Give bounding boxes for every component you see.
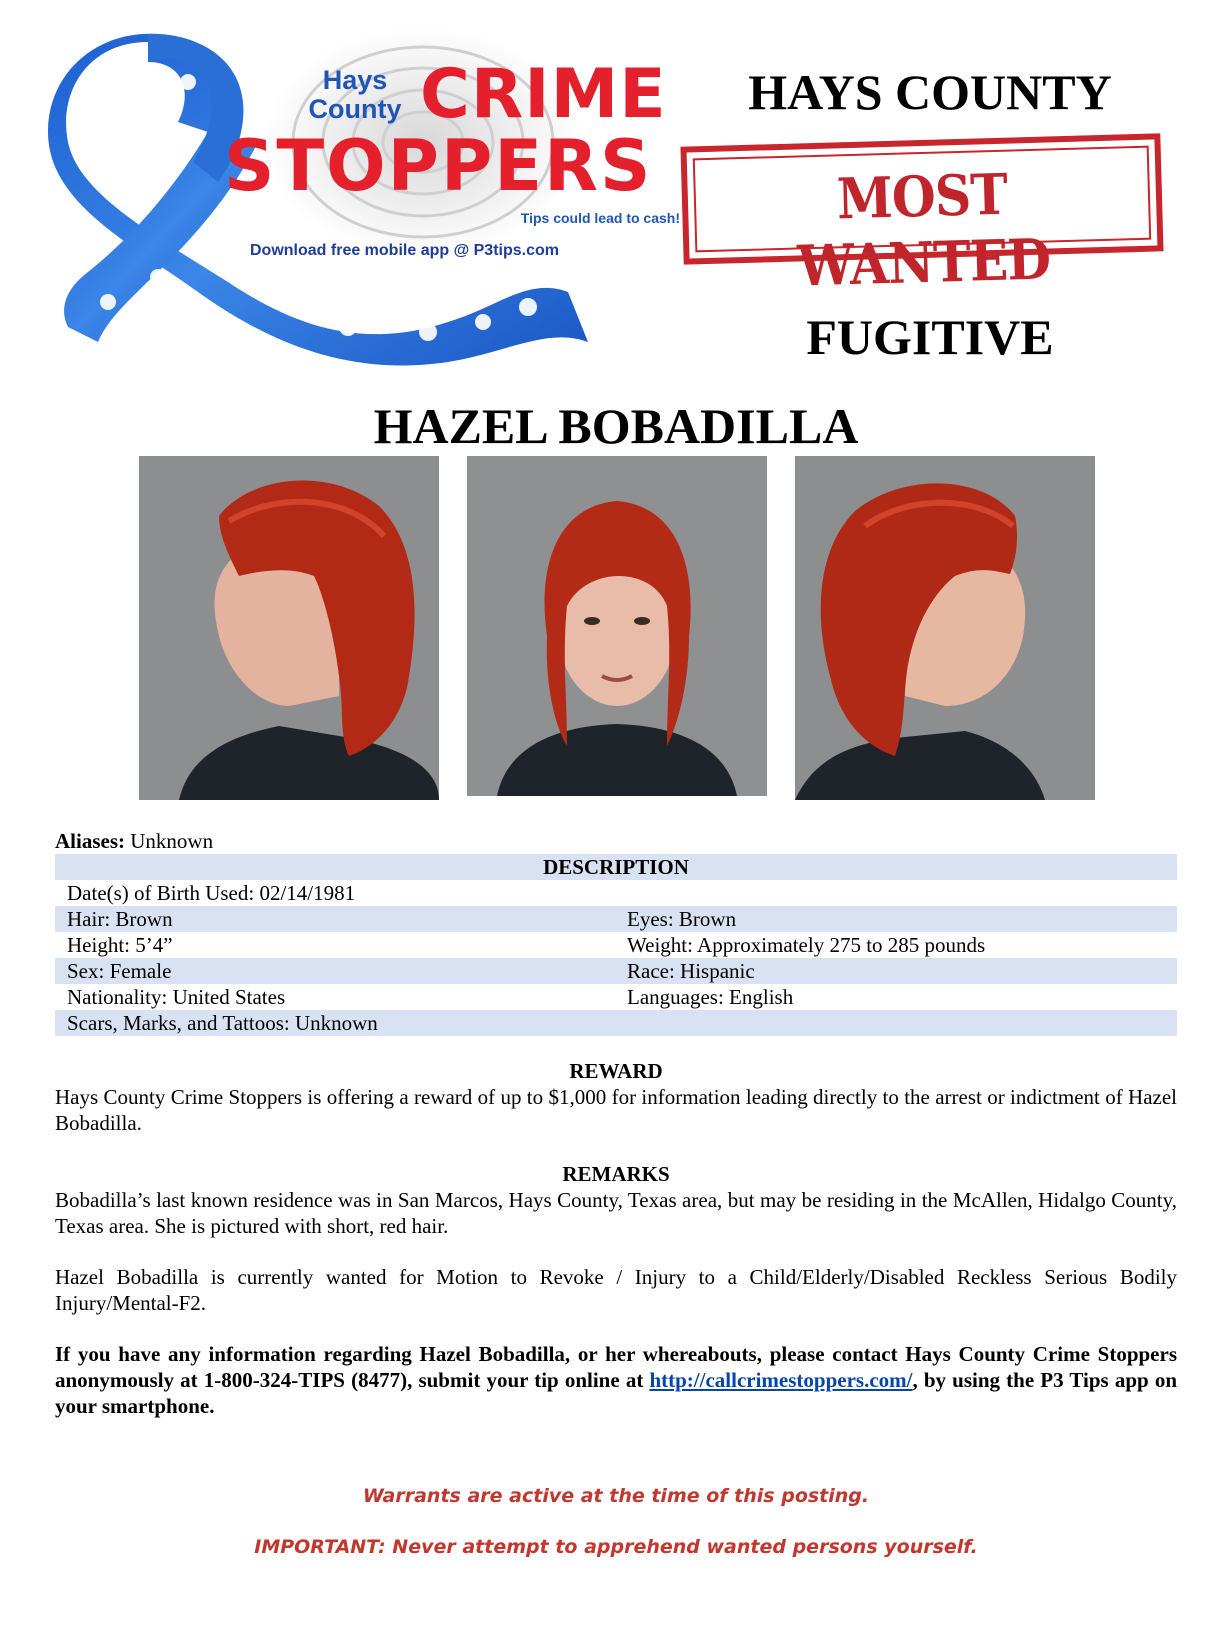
right-profile-photo [795,456,1095,800]
table-row [55,984,1177,1010]
logo-county-name: Hays County [308,65,402,124]
table-row [55,932,1177,958]
scars-value: Scars, Marks, and Tattoos: Unknown [67,1011,378,1035]
sex-value: Sex: Female [67,959,172,983]
most-wanted-stamp [680,133,1163,300]
table-row [55,906,1177,932]
front-photo [467,456,767,796]
description-table [55,854,1177,1036]
subject-name: HAZEL BOBADILLA [373,398,859,454]
logo-stoppers-word: STOPPERS [224,125,653,207]
remarks-heading: REMARKS [562,1162,670,1186]
warrants-notice: Warrants are active at the time of this posting. [362,1485,870,1507]
description-heading: DESCRIPTION [55,854,1177,880]
status-title: FUGITIVE [806,309,1054,365]
logo-crime-word: CRIME [420,55,667,134]
height-value: Height: 5’4” [67,933,173,957]
left-profile-photo [139,456,439,800]
logo-tagline: Tips could lead to cash! [520,210,680,226]
eyes-value: Eyes: Brown [627,907,737,931]
table-row [55,1010,1177,1036]
crime-stoppers-link[interactable]: http://callcrimestoppers.com/ [649,1368,913,1392]
contact-text: If you have any information regarding Hazel Bobadilla, or her whereabouts, please contact Hays County Crime Stoppers anonymously at 1-800-324-TIPS (8477), submit your tip online at [55,1342,1177,1392]
table-row [55,880,1177,906]
weight-value: Weight: Approximately 275 to 285 pounds [627,933,986,957]
remarks-residence: Bobadilla’s last known residence was in San Marcos, Hays County, Texas area, but may be residing in the McAllen, Hidalgo County, Texas area. She is pictured with short, red hair. [55,1188,1177,1238]
reward-heading: REWARD [569,1059,663,1083]
logo-download-text: Download free mobile app @ P3tips.com [250,242,559,259]
languages-value: Languages: English [627,985,794,1009]
contact-paragraph [55,1341,1177,1419]
remarks-charges: Hazel Bobadilla is currently wanted for Motion to Revoke / Injury to a Child/Elderly/Disabled Reckless Serious Bodily Injury/Mental-F2. [55,1265,1177,1315]
reward-text: Hays County Crime Stoppers is offering a reward of up to $1,000 for information leading directly to the arrest or indictment of Hazel Bobadilla. [55,1085,1177,1135]
county-title: HAYS COUNTY [748,64,1112,120]
aliases-line [55,828,213,854]
crime-stoppers-logo [28,22,680,374]
dob-value: Date(s) of Birth Used: 02/14/1981 [67,881,356,905]
nationality-value: Nationality: United States [67,985,286,1009]
race-value: Race: Hispanic [627,959,755,983]
stamp-text: MOST WANTED [796,161,1052,300]
contact-text-end: , by using the P3 Tips app on your smartphone. [55,1368,1177,1418]
aliases-value: Unknown [125,829,214,853]
table-row [55,958,1177,984]
hair-value: Hair: Brown [67,907,173,931]
important-notice: IMPORTANT: Never attempt to apprehend wanted persons yourself. [254,1536,978,1558]
aliases-label: Aliases: [55,829,125,853]
